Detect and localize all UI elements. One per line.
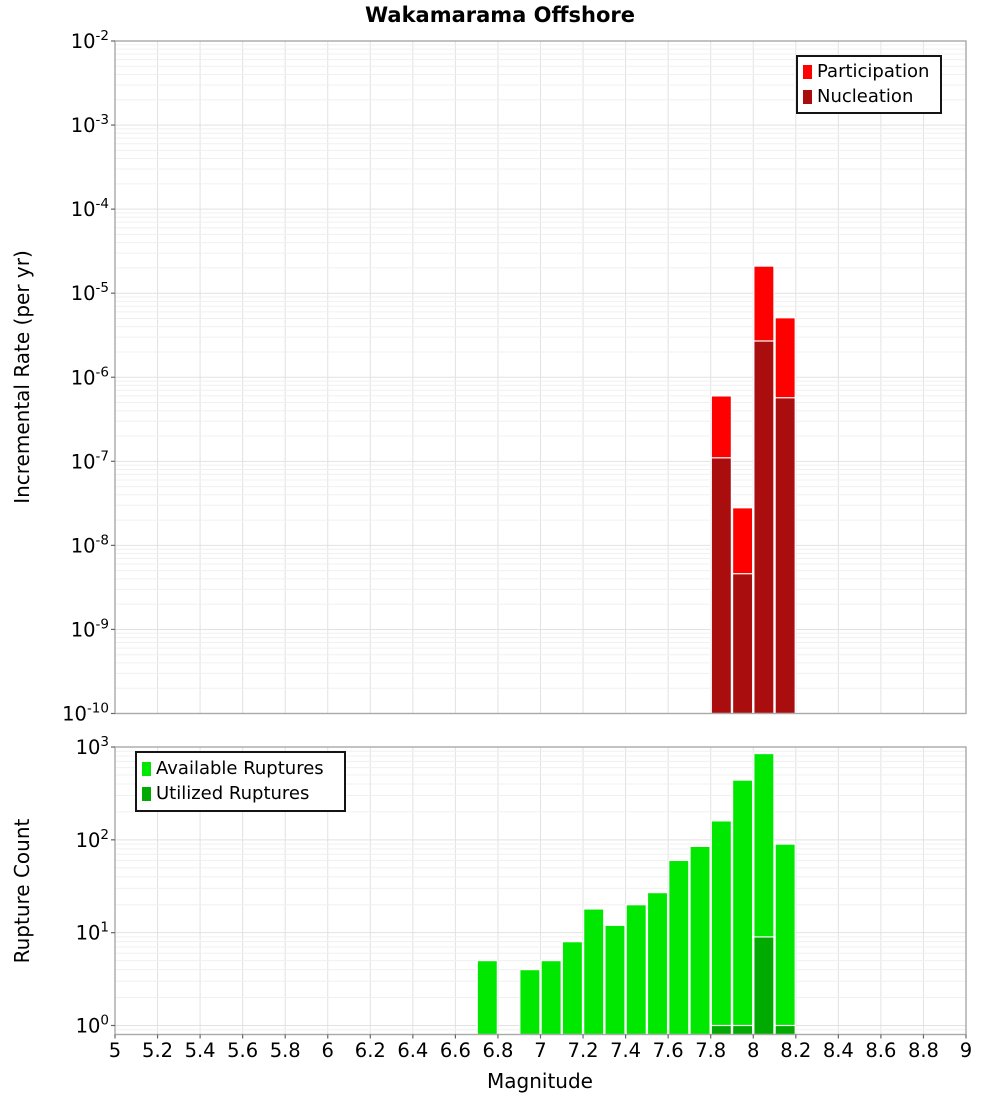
available-bar xyxy=(562,942,582,1035)
x-tick-label: 8.6 xyxy=(865,1039,897,1062)
y-tick-label: $10^{-5}$ xyxy=(70,280,109,306)
x-tick-label: 7 xyxy=(534,1039,547,1062)
x-tick-label: 6.6 xyxy=(439,1039,471,1062)
nucleation-bar xyxy=(711,458,731,714)
nucleation-bar xyxy=(733,574,753,714)
x-tick-label: 5.6 xyxy=(227,1039,259,1062)
count-legend xyxy=(135,751,346,812)
legend-label-available: Available Ruptures xyxy=(156,758,324,780)
x-tick-label: 7.4 xyxy=(610,1039,642,1062)
available-bar xyxy=(775,844,795,1034)
available-bar xyxy=(605,925,625,1034)
x-tick-label: 9 xyxy=(959,1039,973,1062)
available-bar xyxy=(626,905,646,1035)
y-tick-label: $10^{-3}$ xyxy=(70,112,109,138)
x-tick-label: 6.4 xyxy=(397,1039,429,1062)
legend-item-nucleation xyxy=(803,86,935,108)
y-tick-label: $10^1$ xyxy=(75,919,109,945)
utilized-bar xyxy=(754,937,774,1035)
x-tick-label: 8.2 xyxy=(780,1039,812,1062)
y-tick-label: $10^{-8}$ xyxy=(70,532,109,558)
y-tick-label: $10^{-2}$ xyxy=(70,28,109,53)
available-bar xyxy=(711,821,731,1035)
y-tick-label: $10^2$ xyxy=(75,826,109,852)
rate-axis-title: Incremental Rate (per yr) xyxy=(10,250,34,504)
available-bar xyxy=(733,780,753,1034)
chart-title: Wakamarama Offshore xyxy=(364,3,635,27)
utilized-bar xyxy=(775,1026,795,1035)
y-tick-label: $10^0$ xyxy=(75,1012,109,1038)
x-tick-label: 6 xyxy=(321,1039,334,1062)
x-tick-label: 6.8 xyxy=(482,1039,514,1062)
legend-item-utilized xyxy=(142,783,339,805)
available-bar xyxy=(541,961,561,1035)
count-axis-title: Rupture Count xyxy=(10,818,34,964)
available-bar xyxy=(690,846,710,1034)
x-tick-label: 6.2 xyxy=(354,1039,386,1062)
participation-swatch-icon xyxy=(803,65,812,79)
nucleation-swatch-icon xyxy=(803,90,812,104)
available-bar xyxy=(477,961,497,1035)
x-tick-label: 8.8 xyxy=(907,1039,939,1062)
x-tick-label: 7.2 xyxy=(567,1039,599,1062)
rate-legend xyxy=(796,55,942,114)
magnitude-axis-title: Magnitude xyxy=(487,1069,593,1093)
y-tick-label: $10^{-9}$ xyxy=(70,616,109,642)
available-bar xyxy=(647,893,667,1035)
y-tick-label: $10^3$ xyxy=(75,734,109,759)
x-tick-label: 5.2 xyxy=(142,1039,174,1062)
utilized-swatch-icon xyxy=(142,787,151,801)
available-bar xyxy=(669,860,689,1034)
y-tick-label: $10^{-4}$ xyxy=(70,196,109,222)
x-tick-label: 5.8 xyxy=(269,1039,301,1062)
utilized-bar xyxy=(733,1026,753,1035)
nucleation-bar xyxy=(754,341,774,714)
utilized-bar xyxy=(711,1026,731,1035)
available-swatch-icon xyxy=(142,762,151,776)
x-tick-label: 7.6 xyxy=(652,1039,684,1062)
y-tick-label: $10^{-6}$ xyxy=(70,364,109,390)
x-tick-label: 7.8 xyxy=(695,1039,727,1062)
top-panel xyxy=(62,28,966,726)
x-tick-label: 5.4 xyxy=(184,1039,216,1062)
x-tick-label: 8 xyxy=(747,1039,760,1062)
y-tick-label: $10^{-7}$ xyxy=(70,448,109,474)
x-tick-label: 8.4 xyxy=(822,1039,854,1062)
y-tick-label: $10^{-10}$ xyxy=(62,700,109,726)
legend-label-participation: Participation xyxy=(817,61,930,83)
legend-item-participation xyxy=(803,61,935,83)
legend-label-utilized: Utilized Ruptures xyxy=(156,783,310,804)
available-bar xyxy=(520,970,540,1035)
legend-item-available xyxy=(142,758,339,780)
nucleation-bar xyxy=(775,398,795,714)
available-bar xyxy=(584,909,604,1035)
x-tick-label: 5 xyxy=(108,1039,122,1062)
legend-label-nucleation: Nucleation xyxy=(817,86,914,107)
